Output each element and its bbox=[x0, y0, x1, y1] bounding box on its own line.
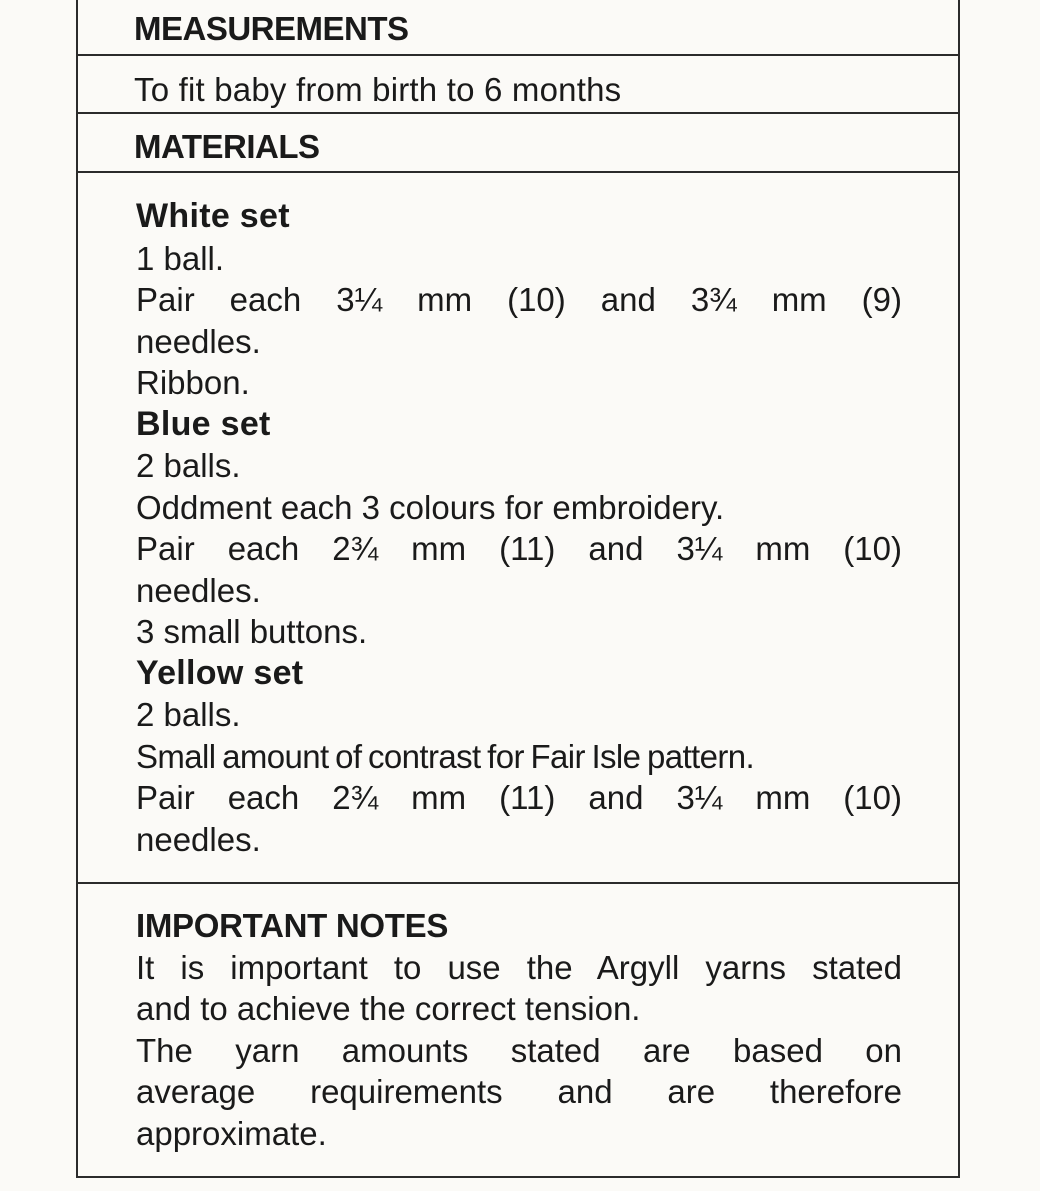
measurements-text: To fit baby from birth to 6 months bbox=[134, 71, 622, 108]
blue-set-line: Pair each 2¾ mm (11) and 3¼ mm (10) bbox=[136, 530, 902, 567]
yellow-set-line: Pair each 2¾ mm (11) and 3¼ mm (10) bbox=[136, 779, 902, 816]
white-set-title: White set bbox=[136, 197, 290, 235]
notes-line: and to achieve the correct tension. bbox=[136, 990, 641, 1027]
measurements-heading: MEASUREMENTS bbox=[134, 10, 409, 47]
blue-set-line: Oddment each 3 colours for embroidery. bbox=[136, 488, 725, 526]
pattern-info-box bbox=[76, 0, 960, 1178]
divider bbox=[78, 171, 958, 173]
yellow-set-line: Small amount of contrast for Fair Isle pattern. bbox=[136, 737, 755, 775]
divider bbox=[78, 54, 958, 56]
white-set-line: 1 ball. bbox=[136, 239, 225, 277]
important-notes-heading: IMPORTANT NOTES bbox=[136, 907, 449, 944]
divider bbox=[78, 882, 958, 884]
yellow-set-line: 2 balls. bbox=[136, 696, 241, 733]
yellow-set-title: Yellow set bbox=[136, 653, 304, 692]
blue-set-title: Blue set bbox=[136, 404, 271, 443]
white-set-line: Ribbon. bbox=[136, 364, 250, 401]
notes-line: It is important to use the Argyll yarns stated bbox=[136, 948, 902, 986]
important-notes-section bbox=[136, 905, 902, 1154]
blue-set-line: needles. bbox=[136, 571, 261, 609]
white-set-line: Pair each 3¼ mm (10) and 3¾ mm (9) bbox=[136, 281, 902, 318]
notes-line: The yarn amounts stated are based on bbox=[136, 1031, 902, 1069]
blue-set-line: 2 balls. bbox=[136, 447, 241, 484]
white-set-line: needles. bbox=[136, 322, 261, 360]
materials-content bbox=[136, 196, 902, 860]
notes-line: approximate. bbox=[136, 1114, 327, 1152]
divider bbox=[78, 112, 958, 114]
yellow-set-line: needles. bbox=[136, 820, 261, 858]
blue-set-line: 3 small buttons. bbox=[136, 613, 368, 650]
materials-heading: MATERIALS bbox=[134, 128, 320, 165]
notes-line: average requirements and are therefore bbox=[136, 1073, 902, 1110]
